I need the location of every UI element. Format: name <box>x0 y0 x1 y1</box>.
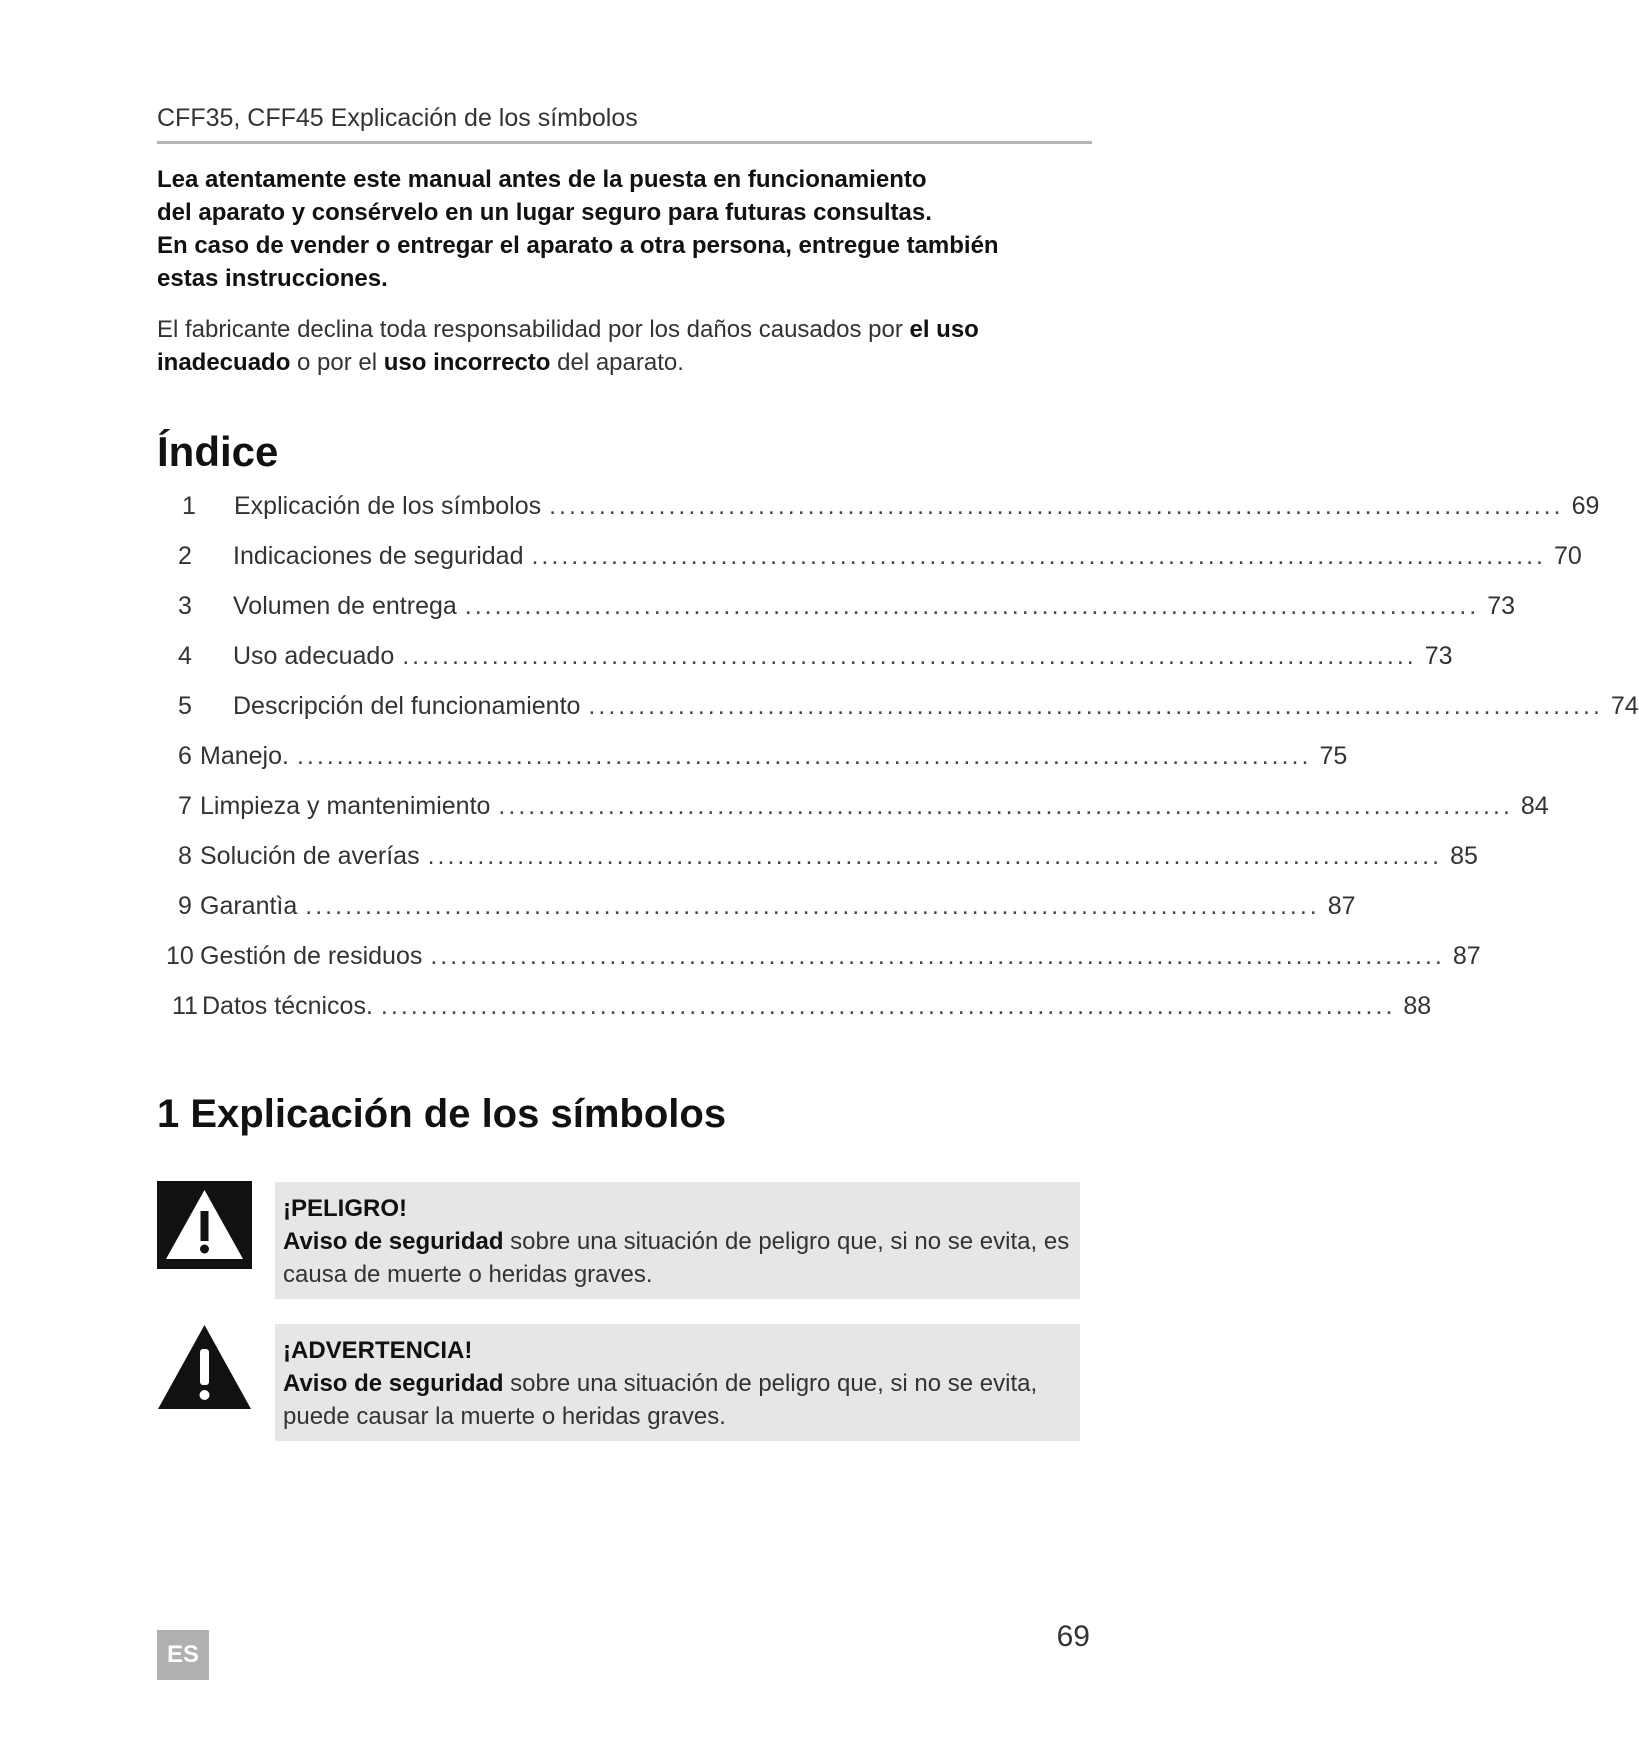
notice-label: Aviso de seguridad <box>283 1228 504 1255</box>
toc-entry-title: Volumen de entrega <box>233 592 457 620</box>
notice-text: sobre una situación de peligro que, si no se evita, es causa de muerte o heridas graves. <box>283 1228 1070 1288</box>
toc-entry-title: Solución de averías <box>200 842 420 870</box>
liability-disclaimer <box>157 313 1077 379</box>
disclaimer-text: El fabricante declina toda responsabilidad por los daños causados por <box>157 316 910 343</box>
toc-entry[interactable] <box>178 542 1582 576</box>
toc-entry[interactable] <box>178 642 1453 676</box>
disclaimer-bold: el uso inadecuado <box>157 316 979 376</box>
toc-entry[interactable] <box>178 742 1348 776</box>
page-header: CFF35, CFF45 Explicación de los símbolos <box>157 104 1092 144</box>
toc-entry-number: 9 <box>178 892 192 920</box>
danger-warning-icon <box>157 1181 252 1269</box>
toc-entry-title: Datos técnicos. <box>202 992 373 1020</box>
toc-entry-title: Descripción del funcionamiento <box>233 692 581 720</box>
language-badge: ES <box>157 1630 209 1680</box>
toc-entry-page: 73 <box>1487 592 1516 620</box>
toc-dot-leader: ...................................................................................................... <box>588 692 1603 720</box>
intro-line: estas instrucciones. <box>157 265 388 292</box>
toc-entry-title: Limpieza y mantenimiento <box>200 792 491 820</box>
toc-entry[interactable] <box>178 842 1478 876</box>
toc-entry-title: Manejo. <box>200 742 289 770</box>
intro-line: del aparato y consérvelo en un lugar seguro para futuras consultas. <box>157 199 932 226</box>
toc-entry-title: Indicaciones de seguridad <box>233 542 524 570</box>
toc-entry-page: 70 <box>1553 542 1582 570</box>
warning-notice <box>275 1324 1080 1441</box>
toc-dot-leader: ...................................................................................................... <box>402 642 1417 670</box>
toc-entry-title: Uso adecuado <box>233 642 395 670</box>
toc-entry-title: Gestión de residuos <box>200 942 423 970</box>
toc-entry[interactable] <box>178 592 1516 626</box>
toc-entry-page: 69 <box>1571 492 1600 520</box>
toc-entry-page: 87 <box>1327 892 1356 920</box>
toc-title: Índice <box>157 428 279 475</box>
warning-triangle-icon <box>157 1323 252 1411</box>
page-number: 69 <box>1056 1620 1090 1653</box>
toc-entry-number: 5 <box>178 692 192 720</box>
toc-dot-leader: ...................................................................................................... <box>498 792 1513 820</box>
intro-notice <box>157 163 1097 295</box>
toc-entry[interactable] <box>172 992 1432 1026</box>
toc-entry-page: 75 <box>1319 742 1348 770</box>
danger-notice <box>275 1182 1080 1299</box>
toc-entry[interactable] <box>182 492 1600 526</box>
disclaimer-text: del aparato. <box>550 349 684 376</box>
toc-entry-number: 6 <box>178 742 192 770</box>
toc-entry-number: 8 <box>178 842 192 870</box>
toc-entry[interactable] <box>178 692 1639 726</box>
toc-entry-number: 4 <box>178 642 192 670</box>
disclaimer-text: o por el <box>290 349 384 376</box>
toc-dot-leader: ...................................................................................................... <box>296 742 1312 770</box>
intro-line: Lea atentamente este manual antes de la puesta en funcionamiento <box>157 166 927 193</box>
toc-dot-leader: ...................................................................................................... <box>549 492 1564 520</box>
toc-entry-page: 87 <box>1452 942 1481 970</box>
toc-entry-title: Garantìa <box>200 892 298 920</box>
notice-text: sobre una situación de peligro que, si no se evita, puede causar la muerte o heridas graves. <box>283 1370 1038 1430</box>
danger-heading: ¡PELIGRO! <box>283 1195 407 1222</box>
toc-dot-leader: ...................................................................................................... <box>305 892 1320 920</box>
toc-entry-number: 3 <box>178 592 192 620</box>
toc-entry-page: 85 <box>1450 842 1478 870</box>
toc-dot-leader: ...................................................................................................... <box>430 942 1445 970</box>
toc-entry-page: 74 <box>1610 692 1639 720</box>
toc-entry[interactable] <box>178 792 1549 826</box>
notice-label: Aviso de seguridad <box>283 1370 504 1397</box>
toc-entry[interactable] <box>178 892 1356 926</box>
intro-line: En caso de vender o entregar el aparato a otra persona, entregue también <box>157 232 999 259</box>
toc-entry-number: 10 <box>166 942 194 970</box>
toc-entry-number: 1 <box>182 492 196 520</box>
toc-dot-leader: ...................................................................................................... <box>464 592 1480 620</box>
toc-entry-page: 88 <box>1403 992 1432 1020</box>
toc-dot-leader: ...................................................................................................... <box>380 992 1396 1020</box>
toc-entry-page: 73 <box>1424 642 1453 670</box>
toc-dot-leader: ...................................................................................................... <box>531 542 1546 570</box>
disclaimer-bold: uso incorrecto <box>383 349 551 376</box>
toc-entry-number: 7 <box>178 792 192 820</box>
section-title: 1 Explicación de los símbolos <box>157 1092 727 1136</box>
warning-heading: ¡ADVERTENCIA! <box>283 1337 473 1364</box>
toc-entry-title: Explicación de los símbolos <box>234 492 542 520</box>
toc-entry-number: 11 <box>172 992 198 1020</box>
toc-entry[interactable] <box>166 942 1481 976</box>
toc-entry-number: 2 <box>178 542 192 570</box>
toc-entry-page: 84 <box>1520 792 1549 820</box>
toc-dot-leader: ...................................................................................................... <box>427 842 1443 870</box>
